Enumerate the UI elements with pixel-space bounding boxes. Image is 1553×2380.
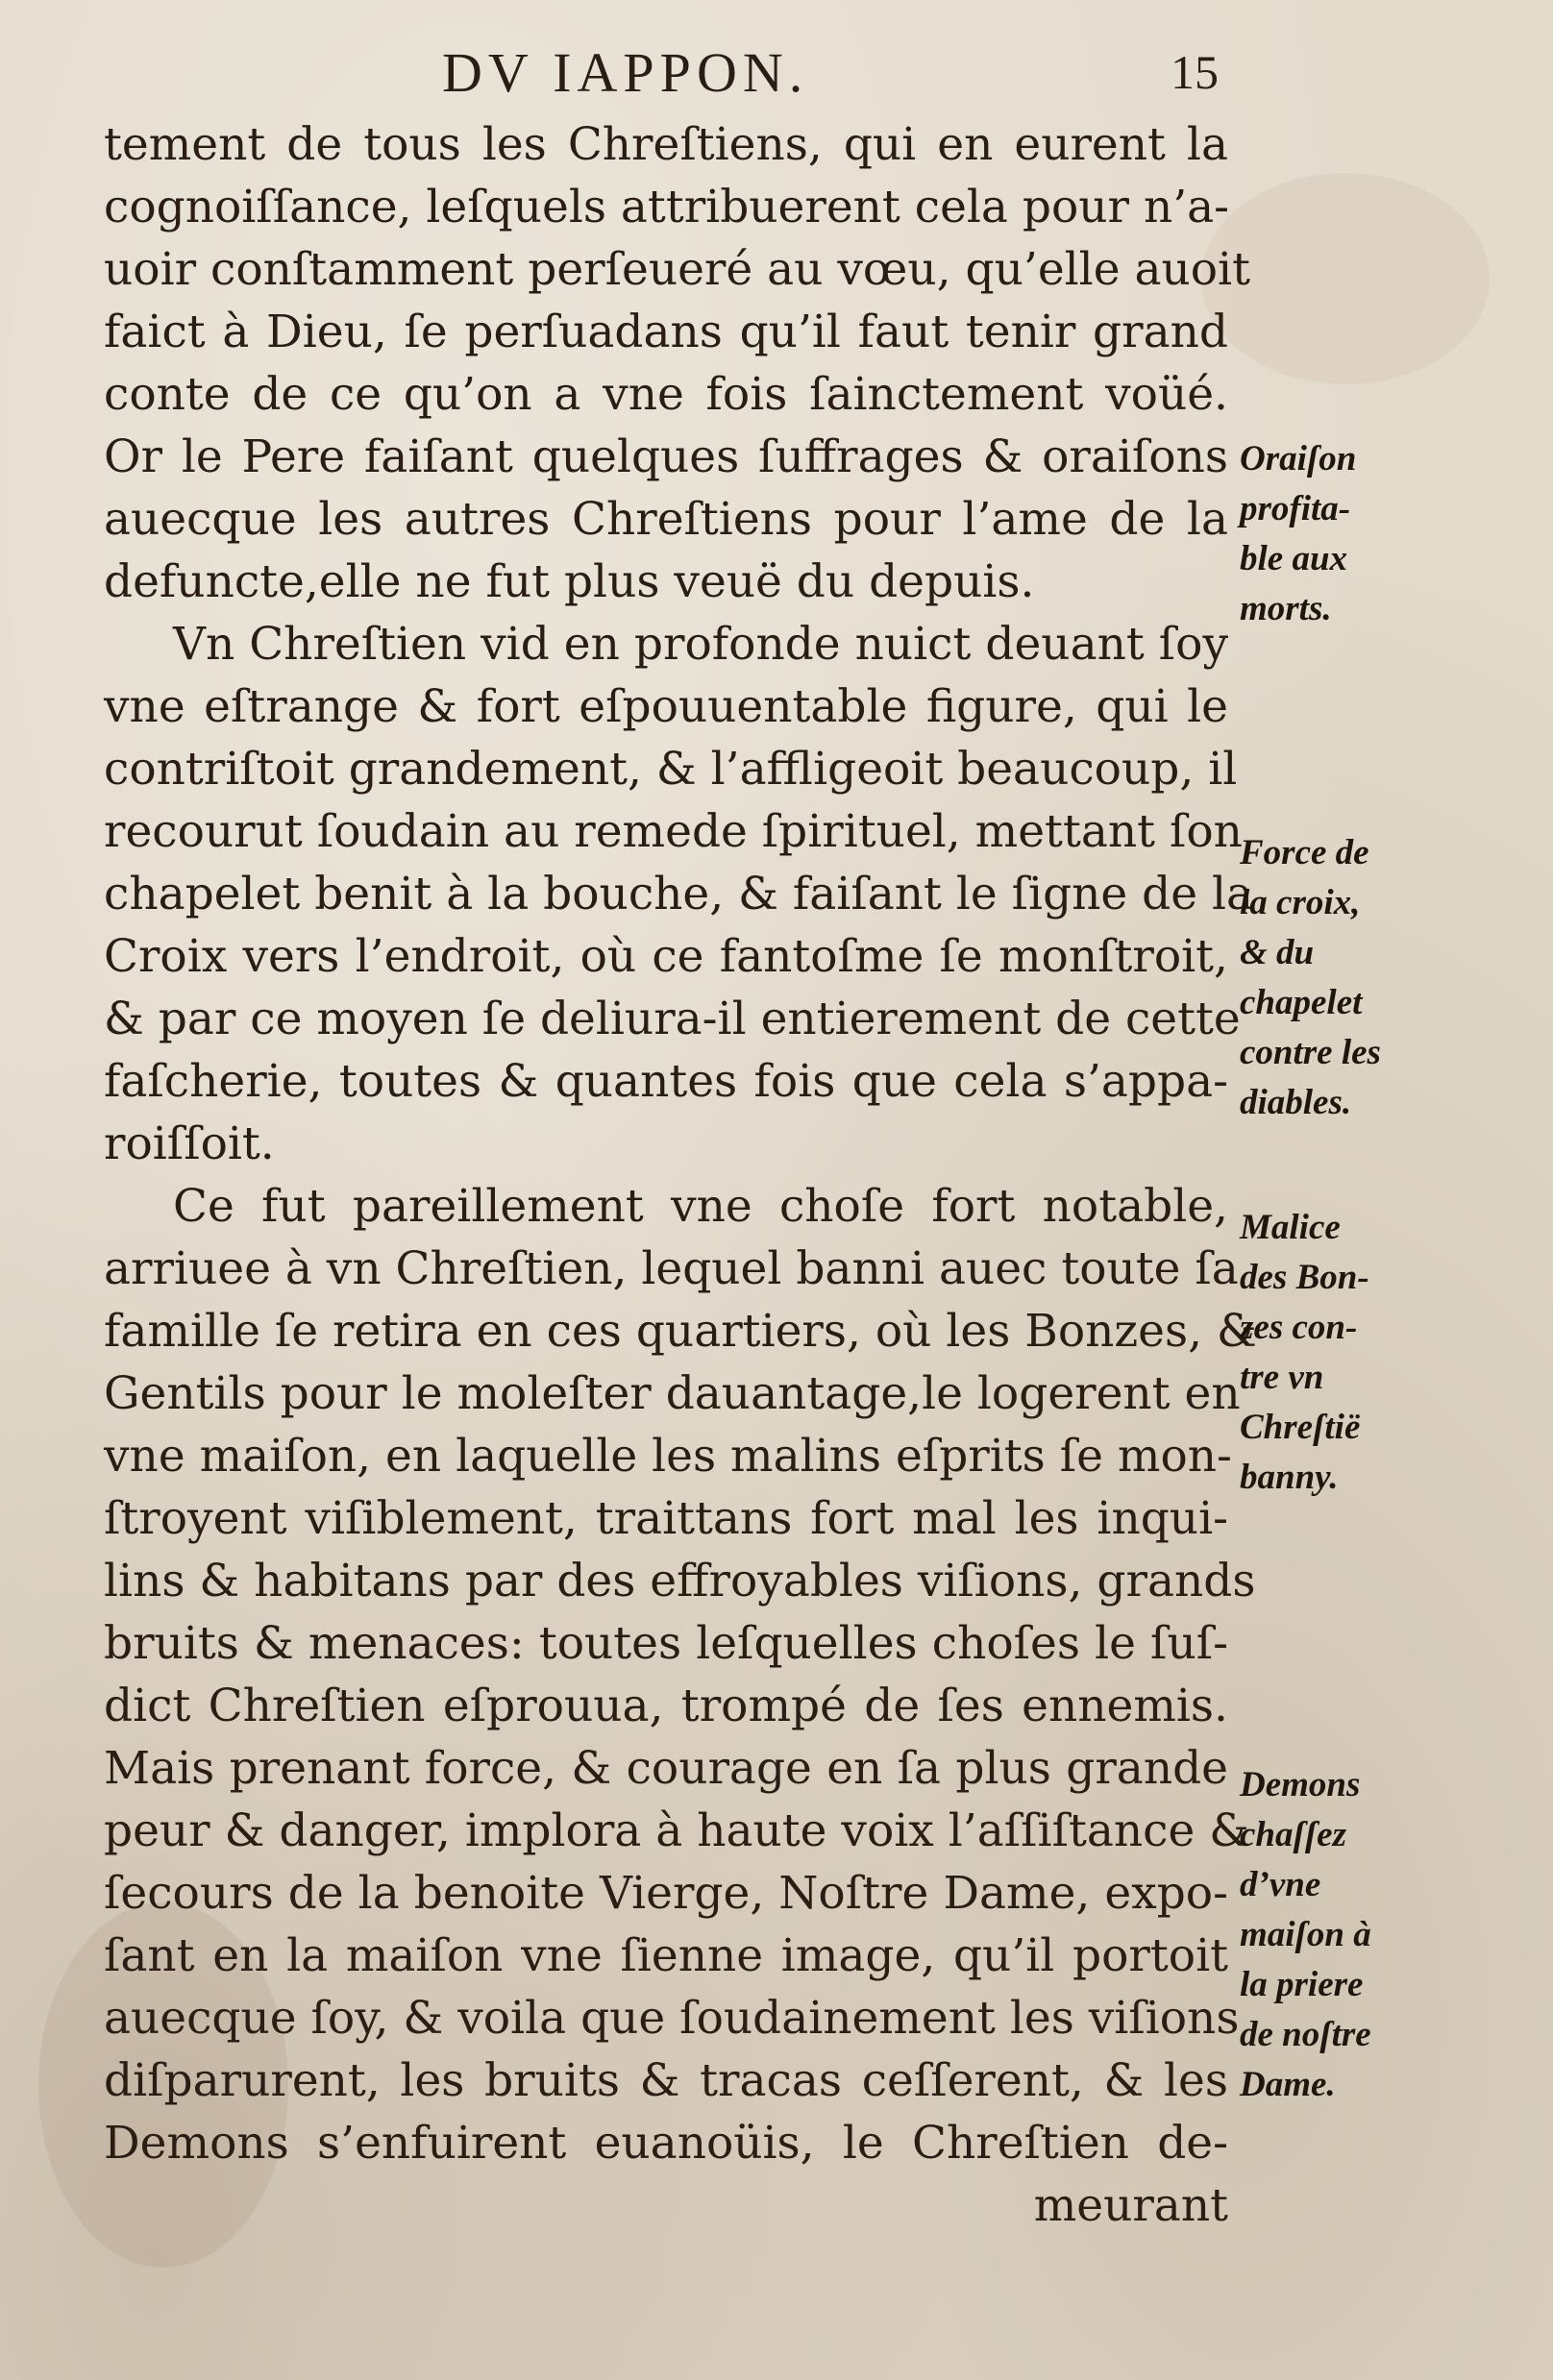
text-line: Demons s’enfuirent euanoüis, le Chreſtien de- xyxy=(104,2117,1228,2170)
margin-note-oraison xyxy=(1240,434,1528,634)
text-line: Croix vers l’endroit, où ce fantoſme ſe monſtroit, xyxy=(104,930,1228,983)
text-line: dict Chreſtien eſprouua, trompé de ſes ennemis. xyxy=(104,1680,1228,1732)
margin-note-line: tre vn xyxy=(1240,1358,1324,1397)
text-line: & par ce moyen ſe deliura-il entierement de cette xyxy=(104,993,1241,1045)
margin-note-line: ble aux xyxy=(1240,539,1348,578)
margin-note-line: de noſtre xyxy=(1240,2015,1371,2054)
margin-note-demons-chassez xyxy=(1240,1760,1528,2110)
text-line: vne eſtrange & fort eſpouuentable figure, qui le xyxy=(104,680,1228,733)
margin-note-line: Force de xyxy=(1240,833,1369,872)
margin-note-line: des Bon- xyxy=(1240,1258,1369,1297)
margin-note-line: maiſon à xyxy=(1240,1915,1371,1954)
main-text-block xyxy=(104,113,1257,2237)
margin-note-line: Oraiſon xyxy=(1240,439,1357,478)
margin-note-line: & du xyxy=(1240,933,1315,972)
page-header xyxy=(0,40,1553,108)
margin-note-line: chaſſez xyxy=(1240,1815,1346,1854)
margin-note-line: Demons xyxy=(1240,1765,1361,1804)
text-line: auecque ſoy, & voila que ſoudainement les viſions xyxy=(104,1992,1240,2045)
margin-note-line: la croix, xyxy=(1240,883,1361,922)
text-line: famille ſe retira en ces quartiers, où les Bonzes, & xyxy=(104,1305,1257,1358)
text-line: Ce fut pareillement vne choſe fort notable, xyxy=(173,1180,1228,1233)
text-line: Gentils pour le moleſter dauantage,le logerent en xyxy=(104,1367,1241,1420)
text-line: recourut ſoudain au remede ſpirituel, mettant ſon xyxy=(104,805,1243,858)
text-line: faict à Dieu, ſe perſuadans qu’il faut tenir grand xyxy=(104,306,1228,358)
text-line: defuncte,elle ne fut plus veuë du depuis. xyxy=(104,555,1035,608)
margin-note-line: contre les xyxy=(1240,1033,1381,1072)
margin-note-line: la priere xyxy=(1240,1965,1364,2004)
text-line: lins & habitans par des effroyables viſions, grands xyxy=(104,1555,1256,1607)
margin-note-line: banny. xyxy=(1240,1458,1339,1497)
margin-note-line: morts. xyxy=(1240,589,1332,628)
text-line: auecque les autres Chreſtiens pour l’ame de la xyxy=(104,493,1228,546)
text-line: ſant en la maiſon vne ſienne image, qu’il portoit xyxy=(104,1929,1228,1982)
margin-note-line: Dame. xyxy=(1240,2065,1336,2104)
margin-note-force-de-la-croix xyxy=(1240,828,1528,1128)
text-line: bruits & menaces: toutes leſquelles choſes le ſuſ- xyxy=(104,1617,1228,1670)
text-line: peur & danger, implora à haute voix l’aſſiſtance & xyxy=(104,1804,1250,1857)
catchword: meurant xyxy=(1033,2179,1228,2232)
margin-note-malice-des-bonzes xyxy=(1240,1203,1528,1503)
text-line: cognoiſſance, leſquels attribuerent cela pour n’a- xyxy=(104,181,1230,233)
text-line: Or le Pere faiſant quelques ſuffrages & oraiſons xyxy=(104,430,1228,483)
text-line: faſcherie, toutes & quantes fois que cela s’appa- xyxy=(104,1055,1228,1108)
text-line: vne maiſon, en laquelle les malins eſprits ſe mon- xyxy=(104,1430,1232,1483)
text-line: conte de ce qu’on a vne fois ſainctement voüé. xyxy=(104,368,1228,421)
text-line: ſtroyent viſiblement, traittans fort mal les inqui- xyxy=(104,1492,1228,1545)
text-line: Vn Chreſtien vid en profonde nuict deuant ſoy xyxy=(173,618,1228,671)
text-line: arriuee à vn Chreſtien, lequel banni auec toute ſa xyxy=(104,1242,1239,1295)
text-line: diſparurent, les bruits & tracas ceſſerent, & les xyxy=(104,2054,1228,2107)
text-line: uoir conſtamment perſeueré au vœu, qu’elle auoit xyxy=(104,243,1250,296)
text-line: roiſſoit. xyxy=(104,1117,275,1170)
text-line: Mais prenant force, & courage en ſa plus grande xyxy=(104,1742,1228,1795)
margin-note-line: d’vne xyxy=(1240,1865,1321,1904)
text-line: contriſtoit grandement, & l’affligeoit beaucoup, il xyxy=(104,743,1238,796)
margin-note-line: Malice xyxy=(1240,1208,1341,1247)
running-head: DV IAPPON. xyxy=(442,41,809,104)
margin-note-line: Chreſtië xyxy=(1240,1408,1361,1447)
margin-note-line: diables. xyxy=(1240,1083,1352,1122)
margin-note-line: zes con- xyxy=(1240,1308,1358,1347)
text-line: chapelet benit à la bouche, & faiſant le ſigne de la xyxy=(104,868,1254,920)
page-number: 15 xyxy=(1171,45,1219,99)
margin-note-line: profita- xyxy=(1240,489,1351,528)
text-line: tement de tous les Chreſtiens, qui en eurent la xyxy=(104,118,1228,171)
margin-note-line: chapelet xyxy=(1240,983,1363,1022)
text-line: ſecours de la benoite Vierge, Noſtre Dame, expo- xyxy=(104,1867,1228,1920)
